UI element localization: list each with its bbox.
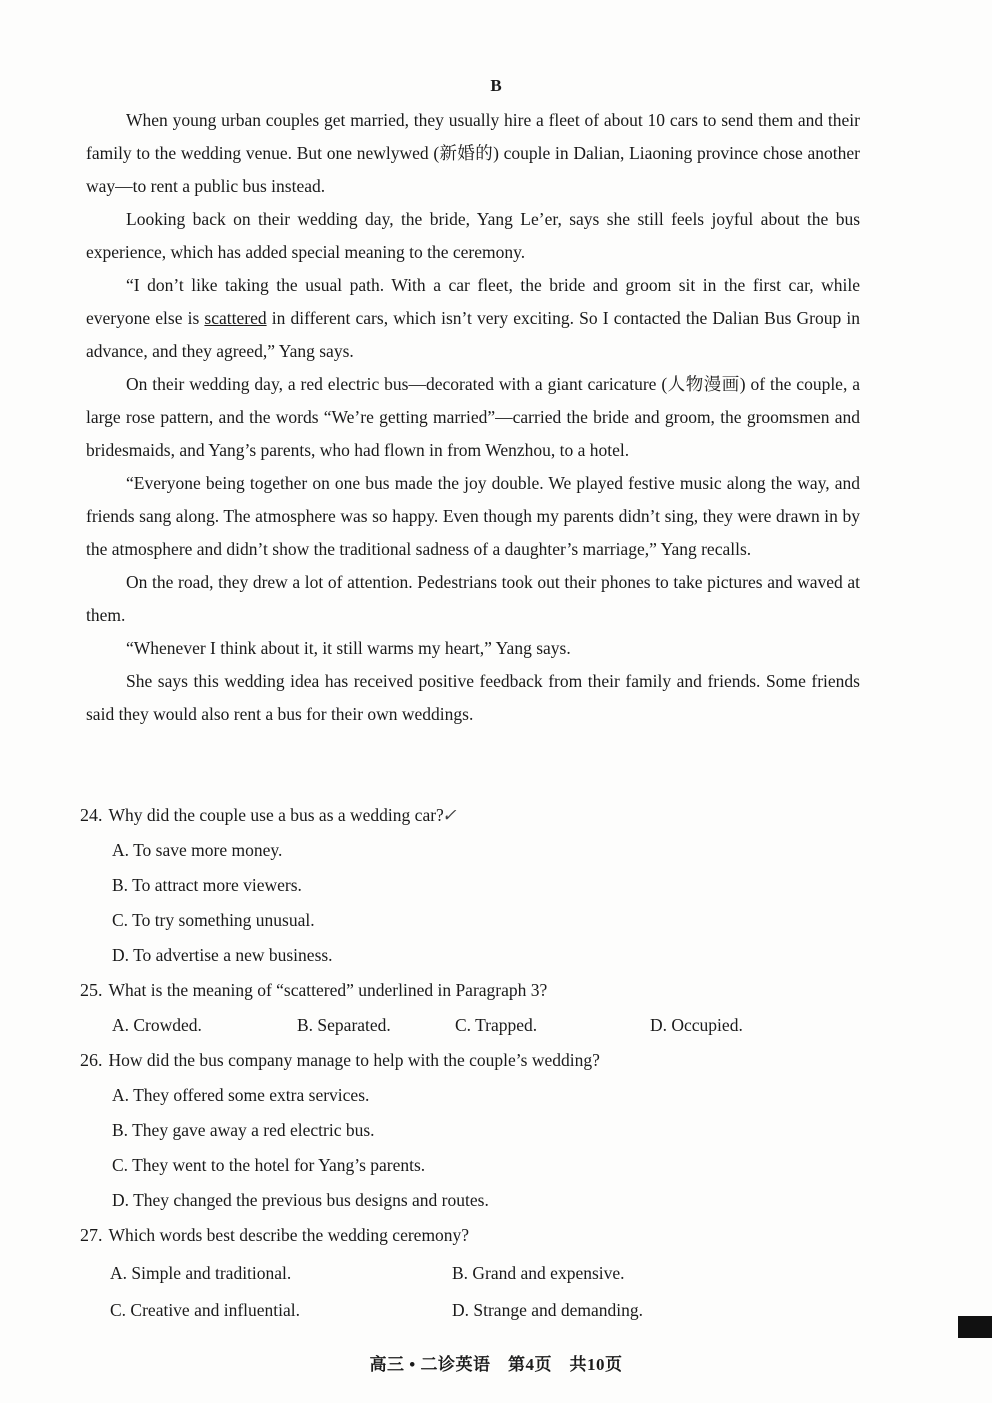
question-stem xyxy=(80,800,880,835)
passage-paragraph-4: On their wedding day, a red electric bus—decorated with a giant caricature (人物漫画) of the couple, a large rose pattern, and the words “We’re getting married”—carried the bride and groom, the groomsmen and bridesmaids, and Yang’s parents, who had flown in from Wenzhou, to a hotel. xyxy=(86,374,860,460)
option-d[interactable]: D. Strange and demanding. xyxy=(452,1300,643,1320)
option-row xyxy=(80,1292,880,1329)
reading-passage xyxy=(86,104,860,731)
question-number: 25. xyxy=(80,980,103,1000)
passage-paragraph-8: She says this wedding idea has received positive feedback from their family and friends. Some friends said they would also rent a bus for their own weddings. xyxy=(86,671,860,724)
page-footer: 高三 • 二诊英语 第4页 共10页 xyxy=(369,1355,623,1374)
passage-paragraph-2: Looking back on their wedding day, the bride, Yang Le’er, says she still feels joyful about the bus experience, which has added special meaning to the ceremony. xyxy=(86,209,860,262)
question-27 xyxy=(80,1220,880,1329)
option-c[interactable]: C. They went to the hotel for Yang’s parents. xyxy=(112,1155,426,1175)
question-number: 24. xyxy=(80,805,103,825)
question-text: How did the bus company manage to help with the couple’s wedding? xyxy=(108,1050,600,1070)
option-b[interactable]: B. They gave away a red electric bus. xyxy=(112,1120,375,1140)
option-c[interactable]: C. To try something unusual. xyxy=(112,910,315,930)
question-stem xyxy=(80,1220,880,1255)
passage-paragraph-7: “Whenever I think about it, it still warms my heart,” Yang says. xyxy=(126,638,571,658)
option-row xyxy=(80,1255,880,1292)
passage-paragraph-1: When young urban couples get married, they usually hire a fleet of about 10 cars to send them and their family to the wedding venue. But one newlywed (新婚的) couple in Dalian, Liaoning province chose another way—to rent a public bus instead. xyxy=(86,110,860,196)
check-mark-icon: ✓ xyxy=(441,805,457,825)
option-d[interactable]: D. Occupied. xyxy=(650,1015,743,1035)
passage-paragraph-5: “Everyone being together on one bus made the joy double. We played festive music along the way, and friends sang along. The atmosphere was so happy. Even though my parents didn’t sing, they were drawn in by the atmosphere and didn’t show the traditional sadness of a daughter’s marriage,” Yang recalls. xyxy=(86,473,860,559)
option-b[interactable]: B. Separated. xyxy=(297,1015,391,1035)
question-stem xyxy=(80,975,880,1010)
question-26 xyxy=(80,1045,880,1220)
option-b[interactable]: B. Grand and expensive. xyxy=(452,1263,625,1283)
section-title: B xyxy=(490,76,502,95)
passage-paragraph-3 xyxy=(86,269,860,368)
paragraph-3-text-start: “I don’t like taking the usual path. With a car fleet, the bride and groom sit in the first car, while everyone else is xyxy=(86,275,860,328)
option-d[interactable]: D. They changed the previous bus designs and routes. xyxy=(112,1190,489,1210)
question-25 xyxy=(80,975,880,1045)
question-24 xyxy=(80,800,880,975)
option-a[interactable]: A. Simple and traditional. xyxy=(110,1263,292,1283)
option-row xyxy=(80,1010,880,1045)
paragraph-3-text-end: in different cars, which isn’t very exciting. So I contacted the Dalian Bus Group in advance, and they agreed,” Yang says. xyxy=(86,308,860,361)
question-number: 27. xyxy=(80,1225,103,1245)
question-stem xyxy=(80,1045,880,1080)
option-d[interactable]: D. To advertise a new business. xyxy=(112,945,333,965)
question-text: What is the meaning of “scattered” underlined in Paragraph 3? xyxy=(108,980,548,1000)
option-b[interactable]: B. To attract more viewers. xyxy=(112,875,302,895)
passage-paragraph-6: On the road, they drew a lot of attention. Pedestrians took out their phones to take pictures and waved at them. xyxy=(86,572,860,625)
option-a[interactable]: A. Crowded. xyxy=(112,1015,202,1035)
option-a[interactable]: A. To save more money. xyxy=(112,840,283,860)
scanner-edge-mark xyxy=(958,1316,992,1338)
option-c[interactable]: C. Trapped. xyxy=(455,1015,538,1035)
question-number: 26. xyxy=(80,1050,103,1070)
question-text: Which words best describe the wedding ceremony? xyxy=(108,1225,470,1245)
option-c[interactable]: C. Creative and influential. xyxy=(110,1300,301,1320)
option-a[interactable]: A. They offered some extra services. xyxy=(112,1085,370,1105)
question-list xyxy=(80,800,880,1329)
question-text: Why did the couple use a bus as a wedding car? xyxy=(108,805,444,825)
underlined-word-scattered: scattered xyxy=(204,308,267,328)
